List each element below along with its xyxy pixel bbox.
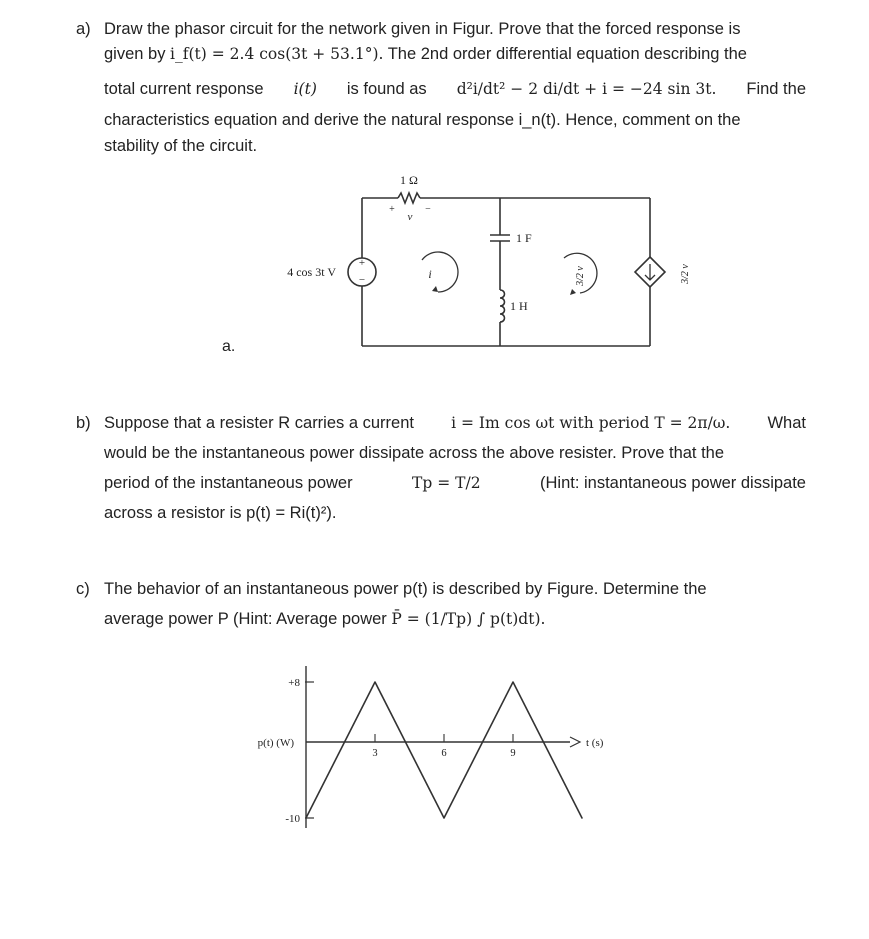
resistor-voltage: v (407, 211, 413, 223)
total-current-var: i(t) (293, 80, 317, 98)
x-axis-label: t (s) (586, 737, 604, 749)
part-a-line-2-post: The 2nd order differential equation describing the (383, 45, 747, 63)
part-c-line-2 (104, 610, 545, 629)
svg-text:−: − (358, 274, 366, 286)
power-segment-1 (375, 682, 447, 818)
part-a-line-3-post: Find the (746, 80, 806, 98)
part-a-line-3-pre: total current response (104, 80, 264, 98)
vccs-left-label: 3/2 v (575, 266, 586, 286)
part-a-line-2-pre: given by (104, 45, 171, 63)
part-b-line-1-pre: Suppose that a resister R carries a current (104, 414, 414, 432)
capacitor-label: 1 F (516, 231, 532, 245)
average-power-formula: P̄ = (1/Tp) ∫ p(t)dt). (391, 610, 546, 628)
resistor-label: 1 Ω (400, 173, 418, 187)
vccs-right-label: 3/2 v (680, 264, 691, 284)
y-axis-label: p(t) (W) (257, 737, 294, 749)
part-b-line-1 (104, 414, 806, 433)
power-segment-3 (513, 682, 582, 818)
x-tick-label-3: 3 (372, 748, 378, 759)
part-a-letter: a) (76, 20, 91, 38)
part-b-line-3-pre: period of the instantaneous power (104, 474, 353, 492)
part-a-line-4: characteristics equation and derive the natural response i_n(t). Hence, comment on the (104, 111, 741, 129)
differential-equation: d²i/dt² − 2 di/dt + i = −24 sin 3t. (456, 80, 717, 98)
part-b-letter: b) (76, 414, 91, 432)
part-c-line-2-pre: average power P (Hint: Average power (104, 610, 387, 628)
part-b-line-4: across a resistor is p(t) = Ri(t)²). (104, 504, 337, 522)
current-formula: i = Im cos ωt with period T = 2π/ω. (451, 414, 731, 432)
part-c-letter: c) (76, 580, 90, 598)
inductor-symbol (500, 290, 505, 322)
power-segment-0 (306, 682, 378, 818)
svg-text:+: + (358, 257, 366, 269)
power-point-1 (374, 681, 376, 683)
power-plot (240, 650, 620, 840)
power-point-2 (443, 817, 445, 819)
part-a-line-1: Draw the phasor circuit for the network given in Figur. Prove that the forced response is (104, 20, 741, 38)
part-a-line-3-mid: is found as (346, 80, 427, 98)
part-a-line-5: stability of the circuit. (104, 137, 258, 155)
inductor-label: 1 H (510, 299, 528, 313)
part-b-line-3-post: (Hint: instantaneous power dissipate (540, 474, 806, 492)
part-b-line-2: would be the instantaneous power dissipate across the above resister. Prove that the (104, 444, 725, 462)
power-point-3 (512, 681, 514, 683)
mesh-current-label: i (428, 267, 432, 281)
part-b-line-1-post: What (767, 414, 806, 432)
figure-a-label: a. (222, 338, 236, 355)
circuit-diagram (250, 160, 750, 360)
x-tick-label-6: 6 (441, 748, 447, 759)
power-point-0 (305, 817, 307, 819)
part-a-line-2 (104, 45, 747, 64)
y-tick-label-max: +8 (288, 677, 300, 689)
part-a-line-3 (104, 80, 806, 99)
resistor-minus: − (425, 204, 431, 215)
resistor-plus: + (389, 204, 395, 215)
power-point-4 (581, 817, 583, 819)
power-segment-2 (444, 682, 516, 818)
resistor-symbol (398, 193, 420, 203)
source-label: 4 cos 3t V (287, 265, 336, 279)
x-tick-label-9: 9 (510, 748, 516, 759)
forced-response-formula: i_f(t) = 2.4 cos(3t + 53.1°). (170, 45, 384, 63)
y-tick-label-min: -10 (285, 813, 300, 825)
x-axis-arrow (570, 737, 580, 747)
part-b-line-3 (104, 474, 806, 493)
part-c-line-1: The behavior of an instantaneous power p(t) is described by Figure. Determine the (104, 580, 707, 598)
power-period-formula: Tp = T/2 (412, 474, 481, 492)
